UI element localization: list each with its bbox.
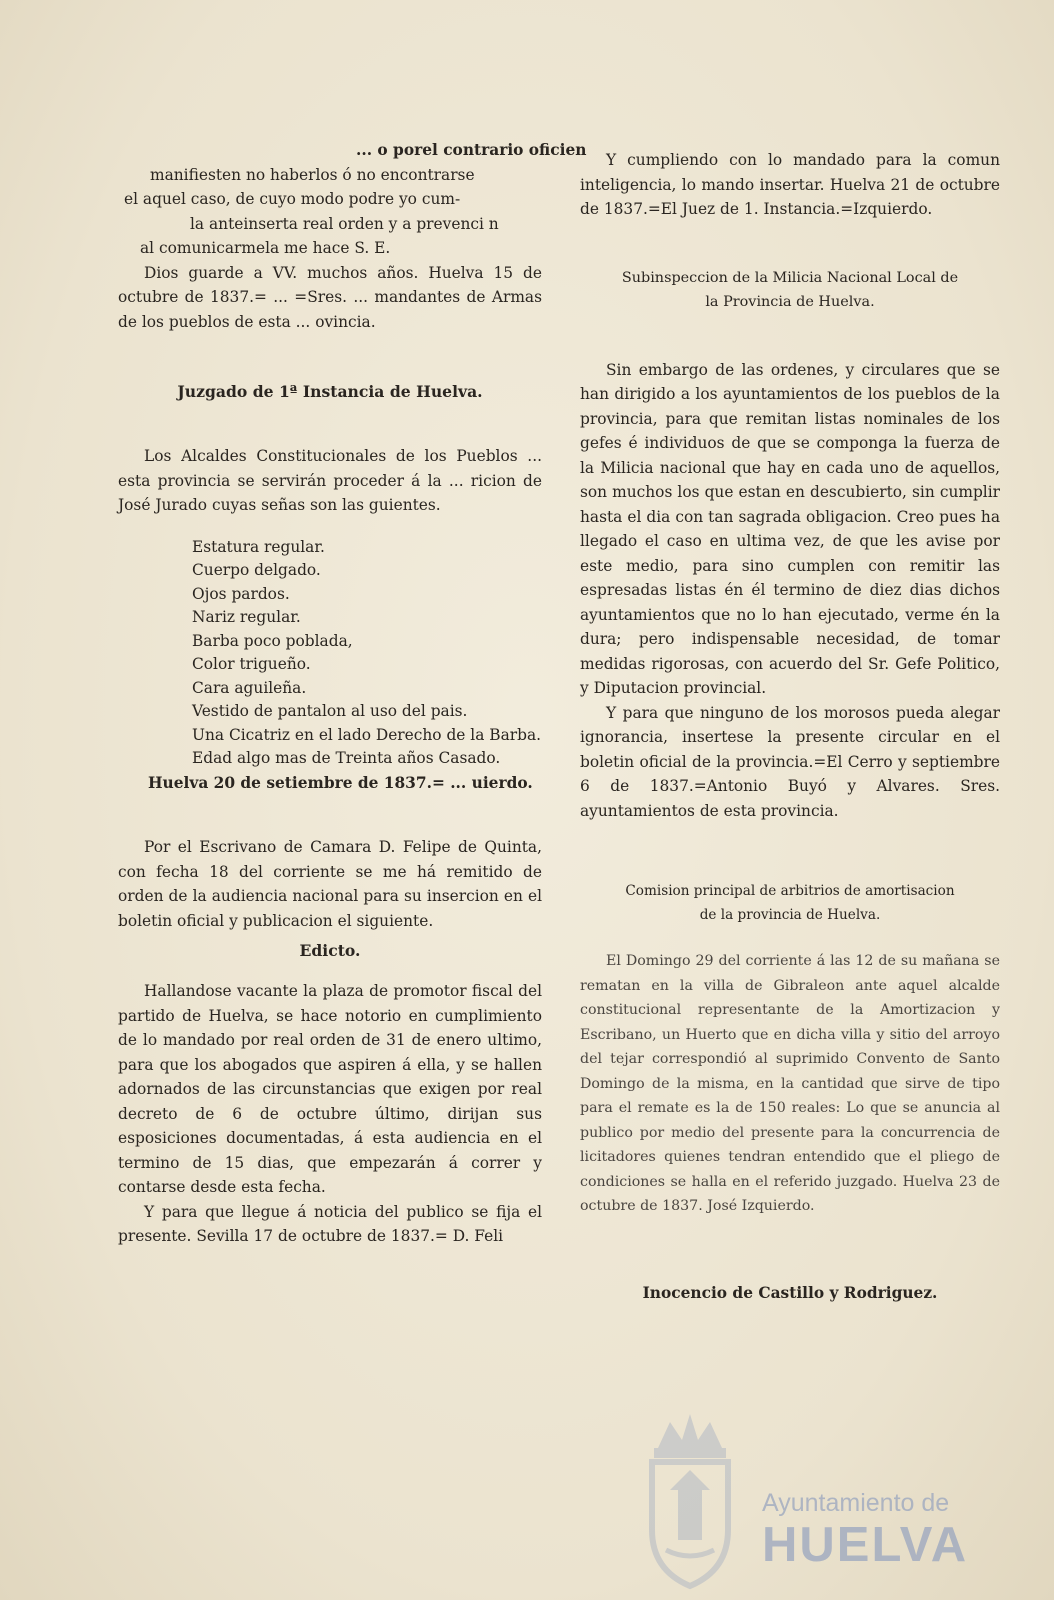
right-column (580, 148, 1000, 1305)
list-item: Ojos pardos. (192, 584, 290, 603)
opening-fragment (118, 138, 587, 163)
senas-list (192, 536, 542, 771)
list-item: Cara aguileña. (192, 678, 307, 697)
paragraph-alcaldes: Los Alcaldes Constitucionales de los Pueblos ... esta provincia se servirán proceder á la ... ricion de José Jurado cuyas señas son las guientes. (118, 447, 542, 514)
left-column (118, 138, 587, 1249)
paragraph-edicto: Hallandose vacante la plaza de promotor fiscal del partido de Huelva, se hace notorio en cumplimiento de lo mandado por real orden de 31 de enero ultimo, para que los abogados que aspiren á ella, y se hallen adornados de las circunstancias que exigen por real decreto de 6 de octubre último, dirijan sus esposiciones documentadas, á esta audiencia en el termino de 15 dias, que empezarán á correr y contarse desde esta fecha. (118, 982, 542, 1196)
paragraph-escribano: Por el Escrivano de Camara D. Felipe de Quinta, con fecha 18 del corriente se me há remitido de orden de la audiencia nacional para su insercion en el boletin oficial y publicacion el siguiente. (118, 838, 542, 930)
opening-line: ... o porel contrario oficien (356, 141, 587, 159)
paragraph-milicia-final: Y para que ninguno de los morosos pueda alegar ignorancia, insertese la presente circular en el boletin oficial de la provincia.=El Cerro y septiembre 6 de 1837.=Antonio Buyó y Alvares. Sres. ayuntamientos de esta provincia. (580, 703, 1000, 820)
fecha-juzgado: Huelva 20 de setiembre de 1837.= ... uierdo. (148, 773, 533, 792)
list-item: Color trigueño. (192, 655, 311, 673)
opening-line: la anteinserta real orden y a prevenci n (190, 214, 499, 233)
list-item: Una Cicatriz en el lado Derecho de la Barba. (192, 725, 542, 744)
watermark-line: HUELVA (762, 1518, 969, 1572)
list-item: Cuerpo delgado. (192, 561, 321, 579)
heading-line: la Provincia de Huelva. (705, 293, 875, 310)
paragraph-comision: El Domingo 29 del corriente á las 12 de su mañana se rematan en la villa de Gibraleon ante aquel alcalde constitucional representante de la Amortizacion y Escribano, un Huerto que en dicha villa y sitio del arroyo del tejar correspondió al suprimido Convento de Santo Domingo de la misma, en la cantidad que sirve de tipo para el remate es la de 150 reales: Lo que se anuncia al publico por medio del presente para la concurrencia de licitadores quienes tendran entendido que el pliego de condiciones se halla en el referido juzgado. Huelva 23 de octubre de 1837. José Izquierdo. (580, 953, 1000, 1214)
heading-juzgado: Juzgado de 1ª Instancia de Huelva. (177, 382, 483, 401)
list-item: Estatura regular. (192, 537, 325, 556)
heading-comision (580, 879, 1000, 927)
list-item: Barba poco poblada, (192, 631, 353, 650)
list-item: Edad algo mas de Treinta años Casado. (192, 749, 501, 767)
paragraph-milicia: Sin embargo de las ordenes, y circulares que se han dirigido a los ayuntamientos de los pueblos de la provincia, para que remitan listas nominales de los gefes é individuos de que se componga la fuerza de la Milicia nacional que hay en cada uno de aquellos, son muchos los que estan en descubierto, sin cumplir hasta el dia con tan sagrada obligacion. Creo pues ha llegado el caso en ultima vez, de que les avise por este medio, para sino cumplen con remitir las espresadas listas én él termino de diez dias dichos ayuntamientos que no lo han ejecutado, verme én la dura; pero indispensable necesidad, de tomar medidas rigorosas, con acuerdo del Sr. Gefe Politico, y Diputacion provincial. (580, 360, 1000, 697)
list-item: Vestido de pantalon al uso del pais. (192, 702, 468, 720)
heading-line: Subinspeccion de la Milicia Nacional Local de (621, 269, 959, 286)
opening-line: el aquel caso, de cuyo modo podre yo cum- (124, 190, 461, 208)
heading-line: Comision principal de arbitrios de amortisacion (625, 883, 955, 899)
opening-line: al comunicarmela me hace S. E. (140, 239, 391, 257)
heading-edicto: Edicto. (299, 941, 361, 960)
paragraph-edicto-final: Y para que llegue á noticia del publico se fija el presente. Sevilla 17 de octubre de 1837.= D. Feli (118, 1202, 542, 1245)
heading-line: de la provincia de Huelva. (699, 907, 881, 923)
watermark-line: Ayuntamiento de (762, 1489, 950, 1517)
heading-subinspeccion (580, 266, 1000, 314)
opening-line: manifiesten no haberlos ó no encontrarse (150, 165, 475, 184)
signature: Inocencio de Castillo y Rodriguez. (642, 1283, 938, 1302)
closing-paragraph: Dios guarde a VV. muchos años. Huelva 15 de octubre de 1837.= ... =Sres. ... mandantes de Armas de los pueblos de esta ... ovincia. (118, 263, 542, 331)
paragraph-cumpliendo: Y cumpliendo con lo mandado para la comun inteligencia, lo mando insertar. Huelva 21 de octubre de 1837.=El Juez de 1. Instancia.=Izquierdo. (580, 151, 1000, 218)
coat-of-arms-icon (640, 1400, 740, 1590)
watermark (762, 1488, 968, 1572)
list-item: Nariz regular. (192, 608, 301, 626)
